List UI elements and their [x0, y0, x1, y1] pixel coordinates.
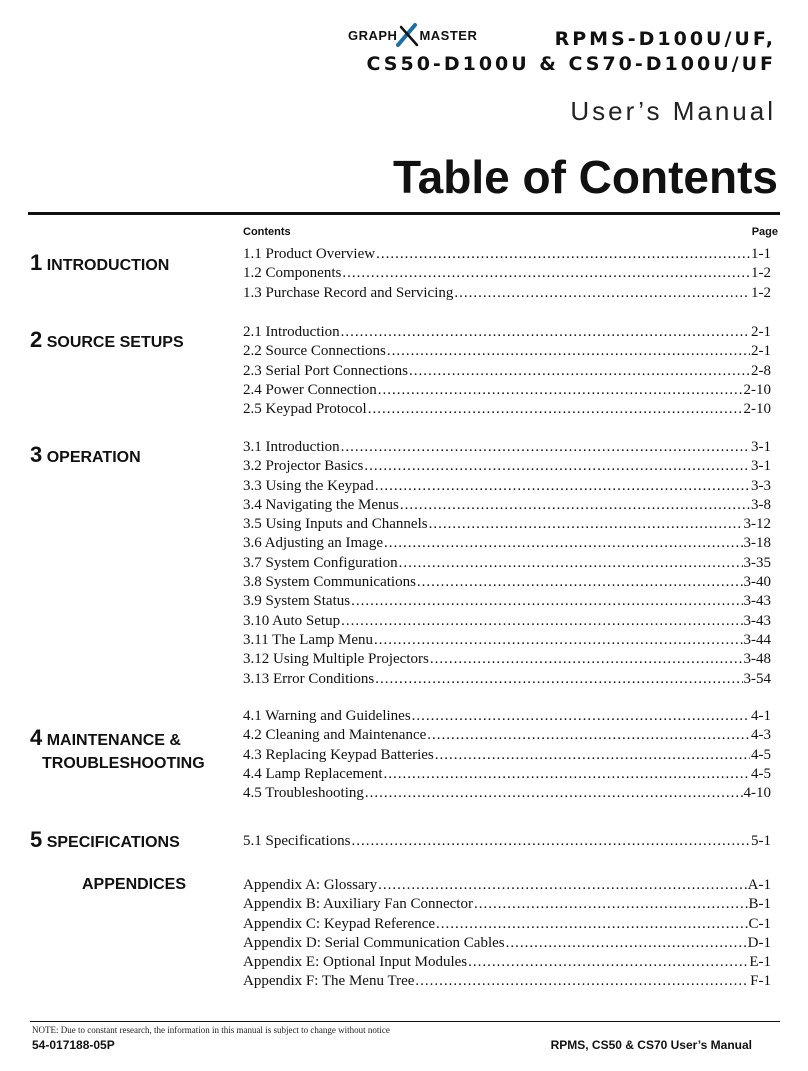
dot-leader [342, 265, 750, 282]
entry-label: 3.7 System Configuration [243, 554, 398, 571]
entry-label: 3.4 Navigating the Menus [243, 496, 399, 513]
entry-page: E-1 [749, 954, 771, 971]
toc-entry[interactable] [243, 973, 771, 992]
entry-label: 3.8 System Communications [243, 574, 416, 591]
toc-entry[interactable] [243, 651, 771, 670]
entry-label: Appendix C: Keypad Reference [243, 915, 436, 932]
dot-leader [454, 285, 750, 302]
section-title: SOURCE SETUPS [46, 334, 184, 351]
entry-label: 3.2 Projector Basics [243, 458, 364, 475]
entry-page: 3-54 [743, 670, 771, 687]
section-entries-source-setups [243, 324, 771, 420]
entry-page: 3-8 [751, 496, 771, 513]
dot-leader [409, 363, 750, 380]
entry-page: 5-1 [751, 833, 771, 849]
entry-label: 3.13 Error Conditions [243, 670, 375, 687]
toc-entry[interactable] [243, 478, 771, 497]
section-entries-appendices [243, 877, 771, 993]
dot-leader [365, 785, 743, 802]
entry-page: 2-10 [743, 381, 771, 398]
dot-leader [436, 916, 747, 933]
entry-page: 4-5 [751, 746, 771, 763]
dot-leader [506, 935, 747, 952]
entry-label: 3.12 Using Multiple Projectors [243, 651, 429, 668]
entry-page: 2-10 [743, 401, 771, 418]
entry-label: 3.3 Using the Keypad [243, 477, 374, 494]
entry-page: 3-1 [751, 439, 771, 455]
dot-leader [412, 708, 750, 725]
entry-page: 3-12 [743, 516, 771, 533]
entry-label: 1.1 Product Overview [243, 246, 376, 262]
entry-label: 3.6 Adjusting an Image [243, 535, 383, 552]
graphxmaster-logo [348, 24, 477, 46]
toc-entry[interactable] [243, 766, 771, 785]
model-line-1: RPMS-D100U/UF, [554, 28, 776, 50]
dot-leader [364, 458, 750, 475]
entry-page: 3-44 [743, 631, 771, 648]
entry-label: 2.4 Power Connection [243, 381, 377, 398]
entry-page: 3-1 [751, 458, 771, 475]
dot-leader [378, 877, 747, 894]
entry-label: 1.2 Components [243, 265, 342, 282]
entry-page: 3-43 [743, 593, 771, 610]
dot-leader [399, 555, 743, 572]
toc-entry[interactable] [243, 458, 771, 477]
entry-label: 3.11 The Lamp Menu [243, 631, 373, 648]
section-heading-maintenance [30, 725, 205, 773]
logo-text-left: GRAPH [348, 27, 398, 43]
entry-page: 3-35 [743, 554, 771, 571]
section-heading-operation [30, 442, 141, 468]
toc-entry[interactable] [243, 555, 771, 574]
toc-entry[interactable] [243, 285, 771, 304]
footer-rule [30, 1021, 780, 1022]
dot-leader [430, 651, 743, 668]
entry-label: 5.1 Specifications [243, 833, 351, 849]
dot-leader [474, 896, 748, 913]
section-entries-maintenance [243, 708, 771, 804]
entry-page: 1-2 [751, 284, 771, 301]
entry-label: 4.5 Troubleshooting [243, 785, 364, 802]
toc-entry[interactable] [243, 727, 771, 746]
toc-entry[interactable] [243, 401, 771, 420]
entry-label: Appendix D: Serial Communication Cables [243, 934, 505, 951]
section-entries-specifications [243, 833, 771, 852]
section-heading-source-setups [30, 327, 184, 353]
entry-page: C-1 [748, 915, 771, 932]
entry-label: 4.4 Lamp Replacement [243, 765, 383, 782]
toc-entry[interactable] [243, 593, 771, 612]
section-title: INTRODUCTION [46, 257, 170, 274]
dot-leader [384, 535, 743, 552]
dot-leader [374, 632, 743, 649]
entry-page: 1-1 [751, 246, 771, 262]
entry-label: 4.2 Cleaning and Maintenance [243, 727, 427, 744]
toc-entry[interactable] [243, 535, 771, 554]
section-title: OPERATION [46, 449, 141, 466]
entry-label: 2.2 Source Connections [243, 343, 386, 360]
section-title: MAINTENANCE & [46, 732, 181, 749]
dot-leader [468, 954, 748, 971]
entry-label: 2.3 Serial Port Connections [243, 362, 408, 379]
section-entries-operation [243, 439, 771, 690]
entry-label: Appendix B: Auxiliary Fan Connector [243, 896, 473, 913]
section-heading-introduction [30, 250, 169, 276]
toc-entry[interactable] [243, 935, 771, 954]
section-heading-appendices [82, 876, 186, 894]
entry-page: 1-2 [751, 265, 771, 282]
dot-leader [429, 516, 743, 533]
entry-page: 2-8 [751, 362, 771, 379]
toc-entry[interactable] [243, 382, 771, 401]
toc-entry[interactable] [243, 324, 771, 343]
toc-entry[interactable] [243, 343, 771, 362]
logo-text-right: MASTER [419, 27, 478, 43]
logo-x-icon [395, 23, 421, 47]
header-rule [28, 212, 780, 215]
entry-label: 3.9 System Status [243, 593, 351, 610]
section-number: 3 [30, 442, 43, 467]
toc-entry[interactable] [243, 363, 771, 382]
entry-page: 3-48 [743, 651, 771, 668]
toc-entry[interactable] [243, 246, 771, 265]
footer-title: RPMS, CS50 & CS70 User’s Manual [550, 1038, 752, 1052]
section-entries-introduction [243, 246, 771, 304]
entry-page: 3-3 [751, 477, 771, 494]
entry-page: 4-3 [751, 727, 771, 744]
dot-leader [351, 593, 742, 610]
entry-page: 3-43 [743, 612, 771, 629]
dot-leader [387, 343, 750, 360]
dot-leader [384, 766, 750, 783]
contents-column-heading: Contents [243, 226, 291, 238]
entry-page: B-1 [748, 896, 771, 913]
dot-leader [375, 671, 742, 688]
dot-leader [375, 478, 750, 495]
toc-entry[interactable] [243, 785, 771, 804]
entry-page: 4-1 [751, 708, 771, 724]
entry-label: 2.5 Keypad Protocol [243, 401, 367, 418]
toc-entry[interactable] [243, 671, 771, 690]
entry-page: 3-40 [743, 574, 771, 591]
toc-entry[interactable] [243, 708, 771, 727]
toc-entry[interactable] [243, 516, 771, 535]
dot-leader [400, 497, 750, 514]
toc-entry[interactable] [243, 439, 771, 458]
entry-label: Appendix A: Glossary [243, 877, 378, 893]
toc-entry[interactable] [243, 265, 771, 284]
toc-entry[interactable] [243, 574, 771, 593]
entry-label: 3.1 Introduction [243, 439, 340, 455]
entry-label: Appendix E: Optional Input Modules [243, 954, 468, 971]
entry-label: 4.3 Replacing Keypad Batteries [243, 746, 434, 763]
dot-leader [351, 833, 750, 850]
dot-leader [368, 401, 743, 418]
toc-entry[interactable] [243, 632, 771, 651]
section-heading-specifications [30, 827, 180, 853]
toc-entry[interactable] [243, 916, 771, 935]
page-title: Table of Contents [392, 151, 778, 203]
section-title: SPECIFICATIONS [46, 834, 180, 851]
entry-label: 2.1 Introduction [243, 324, 340, 340]
section-number: 2 [30, 327, 43, 352]
entry-page: D-1 [747, 934, 771, 951]
dot-leader [376, 246, 750, 263]
entry-page: 2-1 [751, 343, 771, 360]
section-number: 4 [30, 725, 43, 750]
section-number: 1 [30, 250, 43, 275]
page-column-heading: Page [751, 226, 778, 238]
dot-leader [415, 973, 749, 990]
section-title: APPENDICES [82, 876, 187, 893]
toc-entry[interactable] [243, 613, 771, 632]
entry-label: 3.5 Using Inputs and Channels [243, 516, 428, 533]
toc-entry[interactable] [243, 954, 771, 973]
entry-page: A-1 [747, 877, 771, 893]
entry-page: 4-5 [751, 765, 771, 782]
dot-leader [435, 747, 750, 764]
entry-label: 1.3 Purchase Record and Servicing [243, 284, 454, 301]
entry-label: Appendix F: The Menu Tree [243, 973, 415, 990]
dot-leader [427, 727, 750, 744]
entry-label: 3.10 Auto Setup [243, 612, 341, 629]
toc-entry[interactable] [243, 747, 771, 766]
entry-label: 4.1 Warning and Guidelines [243, 708, 411, 724]
dot-leader [378, 382, 743, 399]
toc-entry[interactable] [243, 877, 771, 896]
document-number: 54-017188-05P [32, 1038, 115, 1052]
footer-note: NOTE: Due to constant research, the information in this manual is subject to change without notice [32, 1025, 390, 1035]
entry-page: 2-1 [751, 324, 771, 340]
toc-entry[interactable] [243, 896, 771, 915]
entry-page: 4-10 [743, 785, 771, 802]
section-title-line2: TROUBLESHOOTING [42, 755, 205, 772]
dot-leader [417, 574, 743, 591]
dot-leader [341, 324, 750, 341]
model-line-2: CS50-D100U & CS70-D100U/UF [366, 53, 776, 75]
dot-leader [341, 613, 742, 630]
entry-page: F-1 [750, 973, 771, 990]
manual-subtitle: User’s Manual [570, 96, 776, 126]
toc-entry[interactable] [243, 833, 771, 852]
dot-leader [341, 439, 750, 456]
toc-entry[interactable] [243, 497, 771, 516]
entry-page: 3-18 [743, 535, 771, 552]
section-number: 5 [30, 827, 43, 852]
